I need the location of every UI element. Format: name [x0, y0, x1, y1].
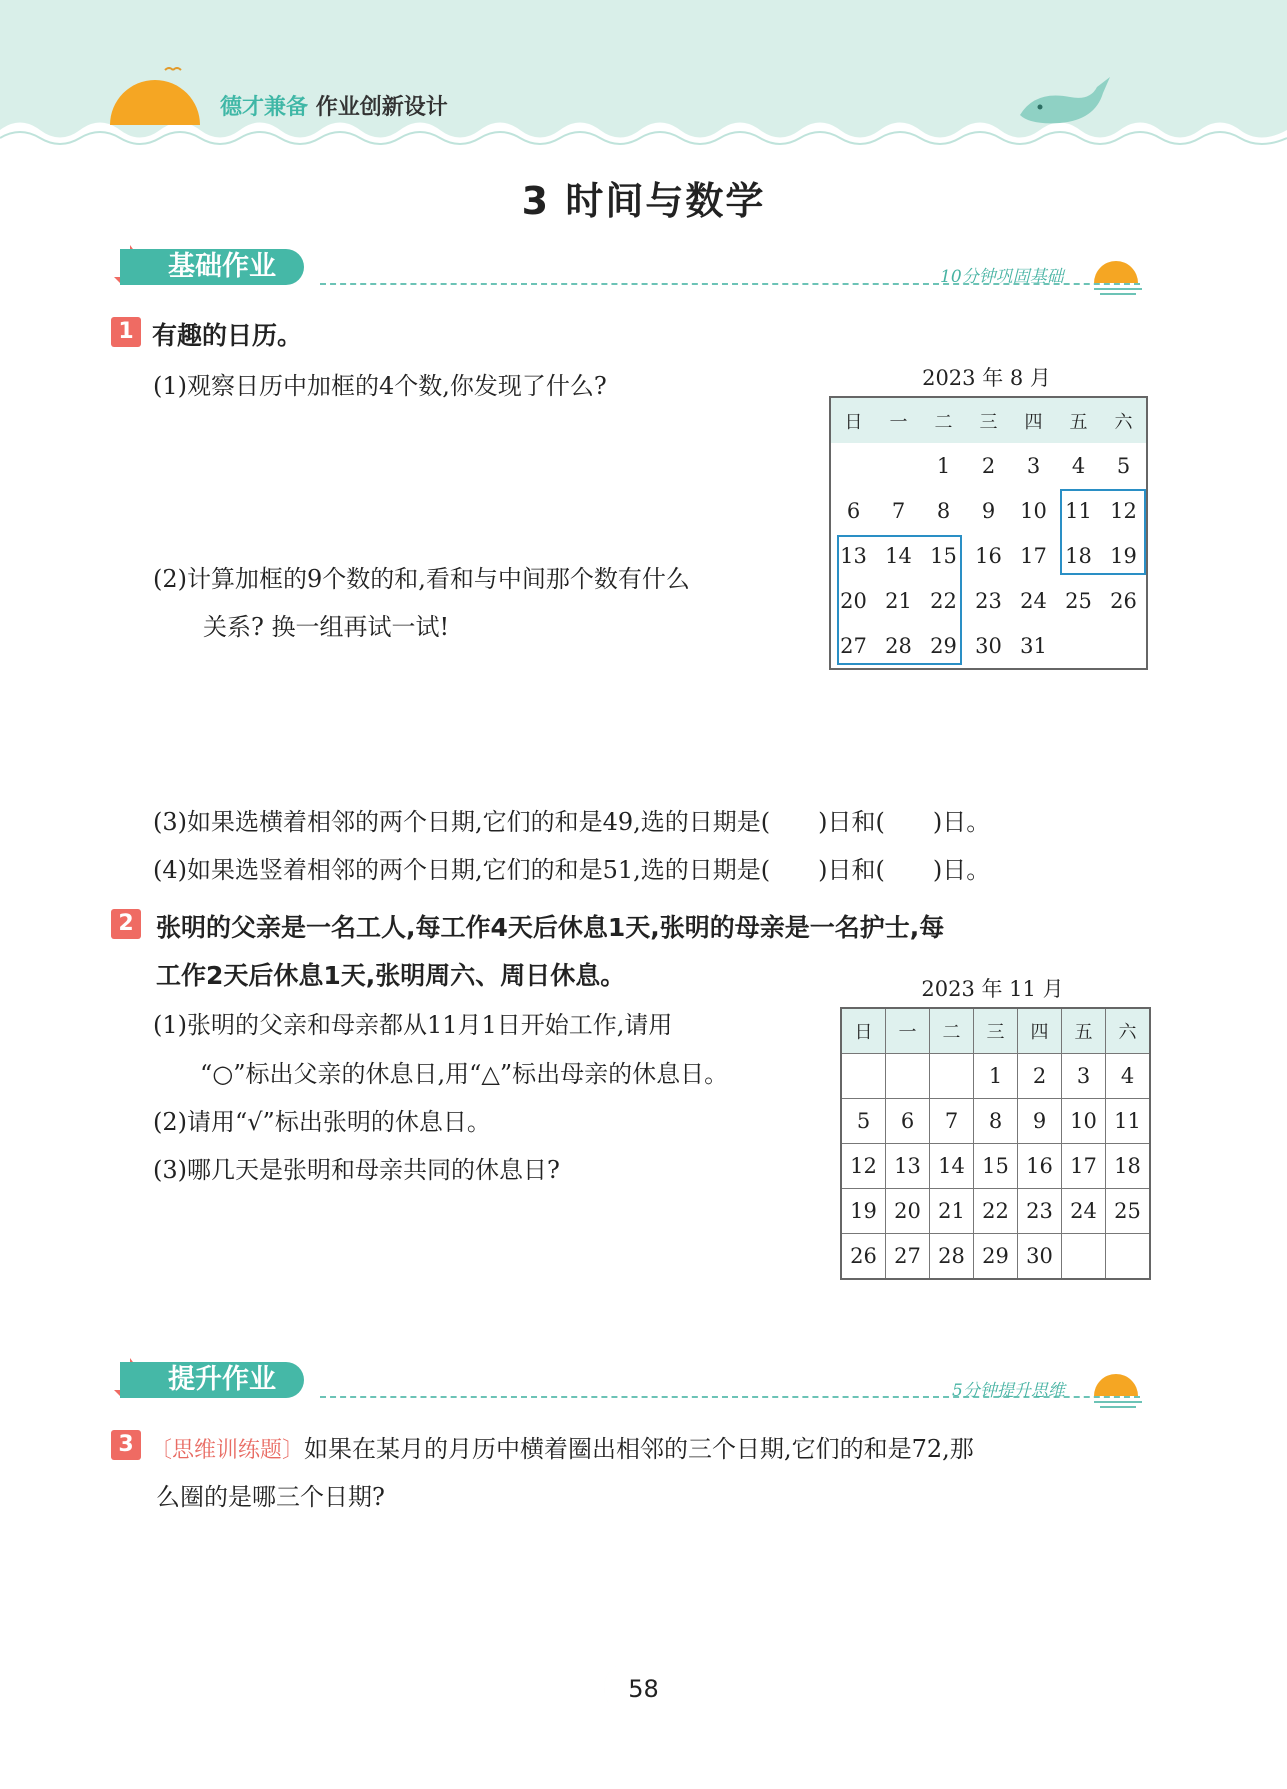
calendar-cell: 9 — [981, 498, 996, 523]
calendar-cell: 2 — [981, 453, 996, 478]
calendar-cell: 13 — [840, 543, 867, 568]
calendar-cell — [1101, 623, 1147, 669]
question-part-3: (3)哪几天是张明和母亲共同的休息日? — [153, 1156, 560, 1184]
calendar-cell[interactable]: 1 — [974, 1054, 1018, 1099]
calendar-cell[interactable]: 5 — [841, 1099, 886, 1144]
calendar-cell: 4 — [1071, 453, 1086, 478]
brand-series: 德才兼备 — [220, 95, 309, 120]
section-basic-note: 10分钟巩固基础 — [940, 267, 1064, 287]
question-title: 有趣的日历。 — [152, 321, 303, 350]
sun-icon — [105, 60, 205, 130]
calendar-cell[interactable]: 26 — [841, 1234, 886, 1280]
weekday-header: 五 — [1062, 1008, 1106, 1054]
calendar-cell[interactable]: 18 — [1106, 1144, 1151, 1189]
calendar-cell[interactable]: 30 — [1018, 1234, 1062, 1280]
question-number: 1 — [111, 317, 141, 347]
calendar-cell[interactable]: 3 — [1062, 1054, 1106, 1099]
calendar-cell — [876, 443, 921, 488]
calendar-cell: 28 — [885, 633, 912, 658]
calendar-cell[interactable]: 20 — [886, 1189, 930, 1234]
calendar-cell[interactable]: 23 — [1018, 1189, 1062, 1234]
calendar-cell[interactable]: 29 — [974, 1234, 1018, 1280]
question-part-4 — [153, 850, 990, 885]
question-part-3 — [153, 802, 990, 837]
calendar-cell: 21 — [885, 588, 912, 613]
question-part-2: (2)请用“√”标出张明的休息日。 — [153, 1108, 491, 1136]
question-part-1-line-1: (1)张明的父亲和母亲都从11月1日开始工作,请用 — [153, 1011, 673, 1039]
calendar-cell — [1056, 623, 1101, 669]
page-title: 3 时间与数学 — [521, 179, 766, 223]
calendar-cell: 23 — [975, 588, 1002, 613]
four-number-frame — [1060, 489, 1146, 575]
whale-icon — [1015, 75, 1115, 135]
question-number: 3 — [111, 1430, 141, 1460]
calendar-cell: 27 — [840, 633, 867, 658]
weekday-header: 四 — [1018, 1008, 1062, 1054]
calendar-cell: 1 — [936, 453, 951, 478]
calendar-cell: 12 — [1110, 498, 1137, 523]
calendar-cell[interactable]: 27 — [886, 1234, 930, 1280]
question-part-3-text: )日和( — [818, 808, 885, 836]
question-number: 2 — [111, 909, 141, 939]
calendar-cell[interactable]: 16 — [1018, 1144, 1062, 1189]
calendar-cell[interactable]: 22 — [974, 1189, 1018, 1234]
weekday-header: 日 — [830, 397, 876, 443]
calendar-cell: 16 — [975, 543, 1002, 568]
calendar-cell[interactable]: 12 — [841, 1144, 886, 1189]
brand-subtitle: 作业创新设计 — [315, 95, 448, 120]
sunset-icon — [1090, 1366, 1146, 1410]
weekday-header: 三 — [966, 397, 1011, 443]
calendar-cell[interactable]: 15 — [974, 1144, 1018, 1189]
section-advanced-note: 5分钟提升思维 — [952, 1381, 1065, 1401]
sunset-icon — [1090, 253, 1146, 297]
calendar-caption: 2023 年 11 月 — [921, 977, 1064, 1001]
question-tag: 〔思维训练题〕 — [150, 1438, 305, 1463]
weekday-header: 三 — [974, 1008, 1018, 1054]
calendar-cell: 22 — [930, 588, 957, 613]
calendar-cell: 25 — [1065, 588, 1092, 613]
calendar-cell: 15 — [930, 543, 957, 568]
question-title-line-2: 工作2天后休息1天,张明周六、周日休息。 — [156, 961, 626, 990]
weekday-header: 二 — [930, 1008, 974, 1054]
calendar-cell: 18 — [1065, 543, 1092, 568]
calendar-november — [840, 1007, 1151, 1280]
calendar-cell: 20 — [840, 588, 867, 613]
question-part-1-line-2: “○”标出父亲的休息日,用“△”标出母亲的休息日。 — [200, 1060, 729, 1088]
calendar-cell: 3 — [1026, 453, 1041, 478]
weekday-header: 六 — [1101, 397, 1147, 443]
section-basic-label: 基础作业 — [120, 249, 304, 285]
calendar-cell[interactable]: 17 — [1062, 1144, 1106, 1189]
calendar-cell: 14 — [885, 543, 912, 568]
weekday-header: 五 — [1056, 397, 1101, 443]
calendar-cell[interactable]: 11 — [1106, 1099, 1151, 1144]
question-line-1 — [150, 1429, 974, 1464]
calendar-cell[interactable]: 28 — [930, 1234, 974, 1280]
calendar-cell[interactable]: 4 — [1106, 1054, 1151, 1099]
question-part-4-text: (4)如果选竖着相邻的两个日期,它们的和是51,选的日期是( — [153, 856, 771, 884]
question-part-1: (1)观察日历中加框的4个数,你发现了什么? — [153, 372, 607, 400]
calendar-cell[interactable]: 14 — [930, 1144, 974, 1189]
calendar-cell: 31 — [1020, 633, 1047, 658]
nine-number-frame — [837, 535, 962, 665]
calendar-cell: 8 — [936, 498, 951, 523]
calendar-cell: 7 — [891, 498, 906, 523]
question-part-3-text: (3)如果选横着相邻的两个日期,它们的和是49,选的日期是( — [153, 808, 771, 836]
calendar-cell: 19 — [1110, 543, 1137, 568]
calendar-cell[interactable]: 19 — [841, 1189, 886, 1234]
weekday-header: 二 — [921, 397, 966, 443]
calendar-cell[interactable]: 2 — [1018, 1054, 1062, 1099]
page-number: 58 — [628, 1675, 659, 1703]
calendar-cell[interactable]: 13 — [886, 1144, 930, 1189]
weekday-header: 日 — [841, 1008, 886, 1054]
question-part-2-line-1: (2)计算加框的9个数的和,看和与中间那个数有什么 — [153, 565, 690, 593]
section-advanced-label: 提升作业 — [120, 1362, 304, 1398]
calendar-cell[interactable]: 24 — [1062, 1189, 1106, 1234]
calendar-cell: 5 — [1116, 453, 1131, 478]
question-part-4-text: )日和( — [818, 856, 885, 884]
question-part-2-line-2: 关系? 换一组再试一试! — [203, 613, 450, 641]
calendar-cell — [830, 443, 876, 488]
calendar-cell[interactable]: 7 — [930, 1099, 974, 1144]
calendar-cell[interactable]: 9 — [1018, 1099, 1062, 1144]
weekday-header: 四 — [1011, 397, 1056, 443]
calendar-cell: 29 — [930, 633, 957, 658]
calendar-cell: 26 — [1110, 588, 1137, 613]
calendar-cell: 6 — [846, 498, 861, 523]
calendar-cell[interactable]: 6 — [886, 1099, 930, 1144]
calendar-cell[interactable]: 25 — [1106, 1189, 1151, 1234]
calendar-cell: 24 — [1020, 588, 1047, 613]
calendar-cell[interactable] — [1062, 1234, 1106, 1280]
question-title-line-1: 张明的父亲是一名工人,每工作4天后休息1天,张明的母亲是一名护士,每 — [156, 913, 945, 942]
question-part-3-text: )日。 — [932, 808, 991, 836]
calendar-cell: 10 — [1020, 498, 1047, 523]
question-text: 如果在某月的月历中横着圈出相邻的三个日期,它们的和是72,那 — [304, 1435, 974, 1463]
brand-title — [220, 90, 448, 121]
calendar-cell[interactable]: 21 — [930, 1189, 974, 1234]
calendar-caption: 2023 年 8 月 — [922, 366, 1051, 390]
calendar-cell[interactable] — [930, 1054, 974, 1099]
calendar-cell[interactable]: 8 — [974, 1099, 1018, 1144]
weekday-header: 一 — [876, 397, 921, 443]
calendar-cell[interactable] — [886, 1054, 930, 1099]
calendar-cell: 17 — [1020, 543, 1047, 568]
weekday-header: 六 — [1106, 1008, 1151, 1054]
weekday-header: 一 — [886, 1008, 930, 1054]
calendar-cell: 11 — [1065, 498, 1092, 523]
calendar-cell[interactable] — [841, 1054, 886, 1099]
calendar-cell[interactable]: 10 — [1062, 1099, 1106, 1144]
calendar-cell[interactable] — [1106, 1234, 1151, 1280]
calendar-cell: 30 — [975, 633, 1002, 658]
question-part-4-text: )日。 — [932, 856, 991, 884]
question-line-2: 么圈的是哪三个日期? — [156, 1483, 385, 1511]
